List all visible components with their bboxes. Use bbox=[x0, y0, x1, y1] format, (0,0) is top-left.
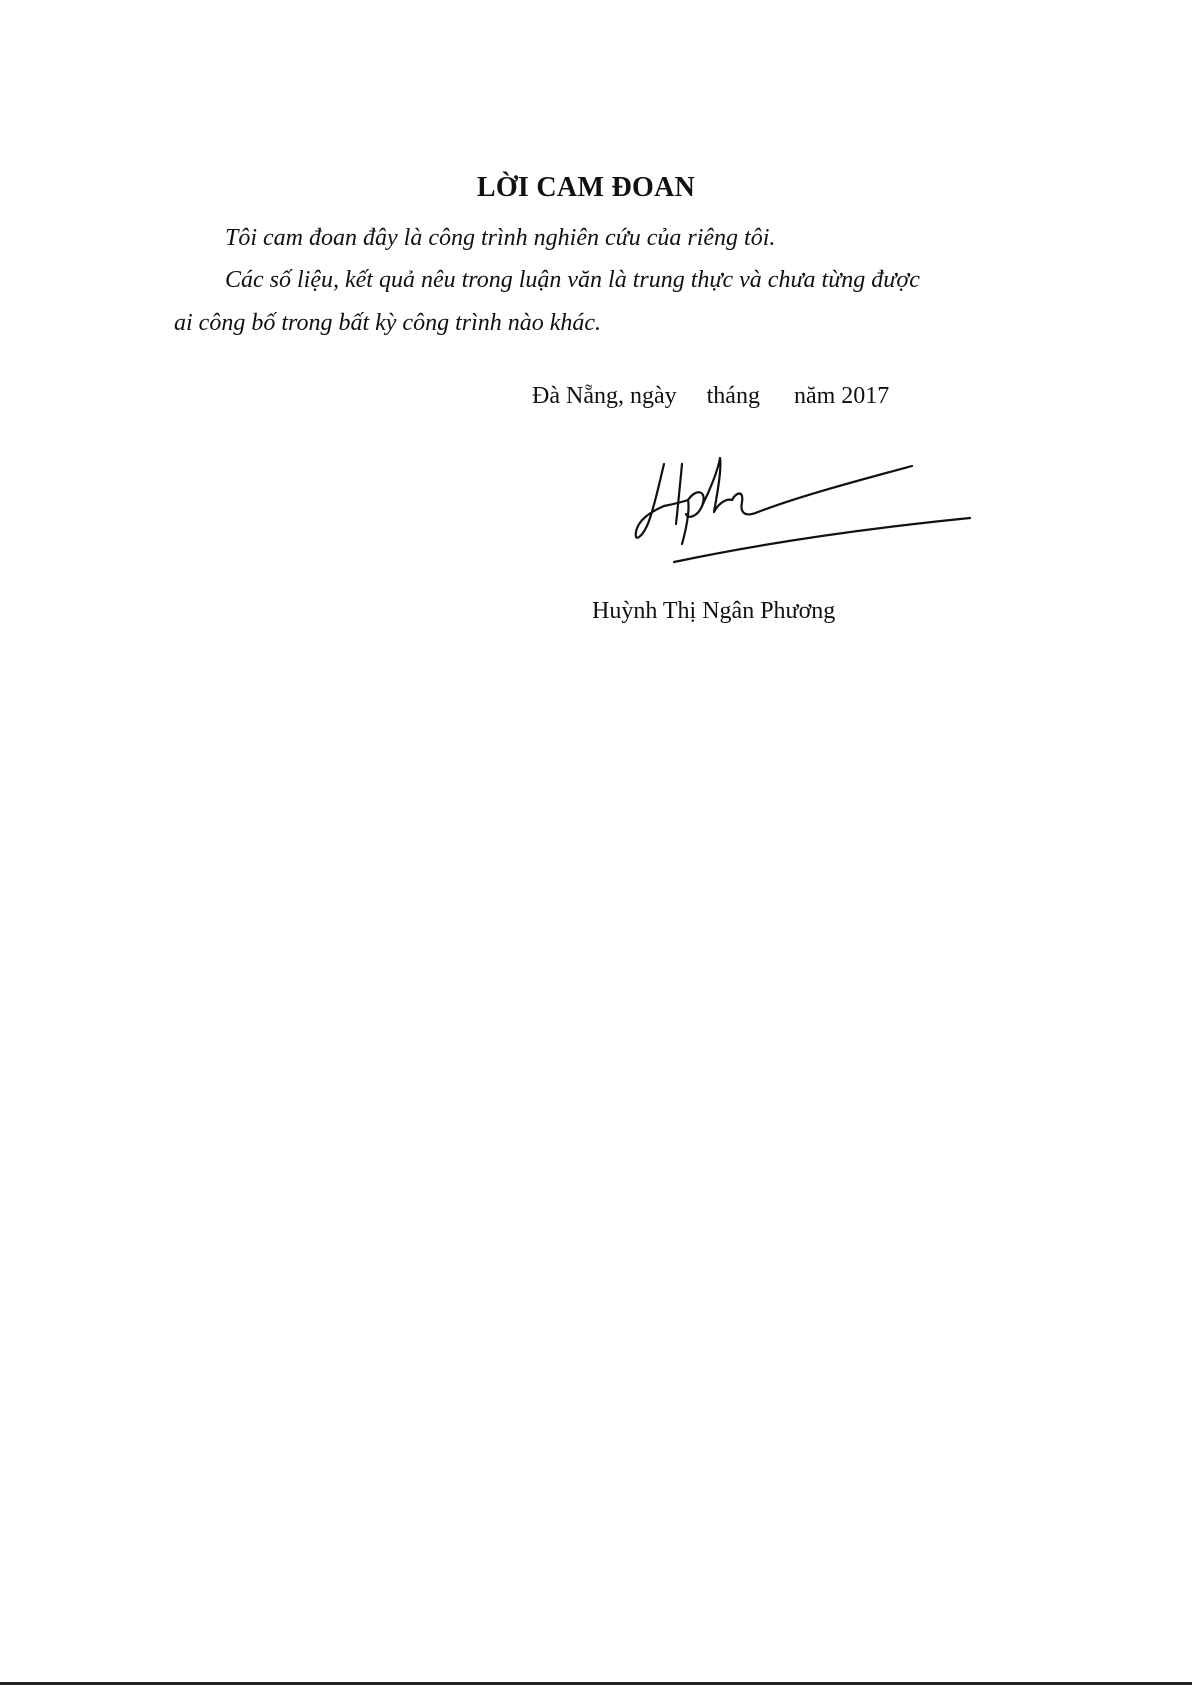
declaration-line-2: Các số liệu, kết quả nêu trong luận văn là trung thực và chưa từng được bbox=[225, 267, 920, 293]
date-year: năm 2017 bbox=[793, 383, 890, 409]
date-month: tháng bbox=[706, 383, 760, 409]
signer-name: Huỳnh Thị Ngân Phương bbox=[592, 598, 836, 624]
declaration-line-1: Tôi cam đoan đây là công trình nghiên cứu của riêng tôi. bbox=[225, 225, 776, 251]
date-place-day: Đà Nẵng, ngày bbox=[532, 383, 677, 409]
page-title: LỜI CAM ĐOAN bbox=[476, 172, 696, 203]
handwritten-signature-icon bbox=[630, 440, 975, 575]
date-line bbox=[532, 383, 889, 410]
declaration-line-3: ai công bố trong bất kỳ công trình nào khác. bbox=[174, 310, 602, 336]
